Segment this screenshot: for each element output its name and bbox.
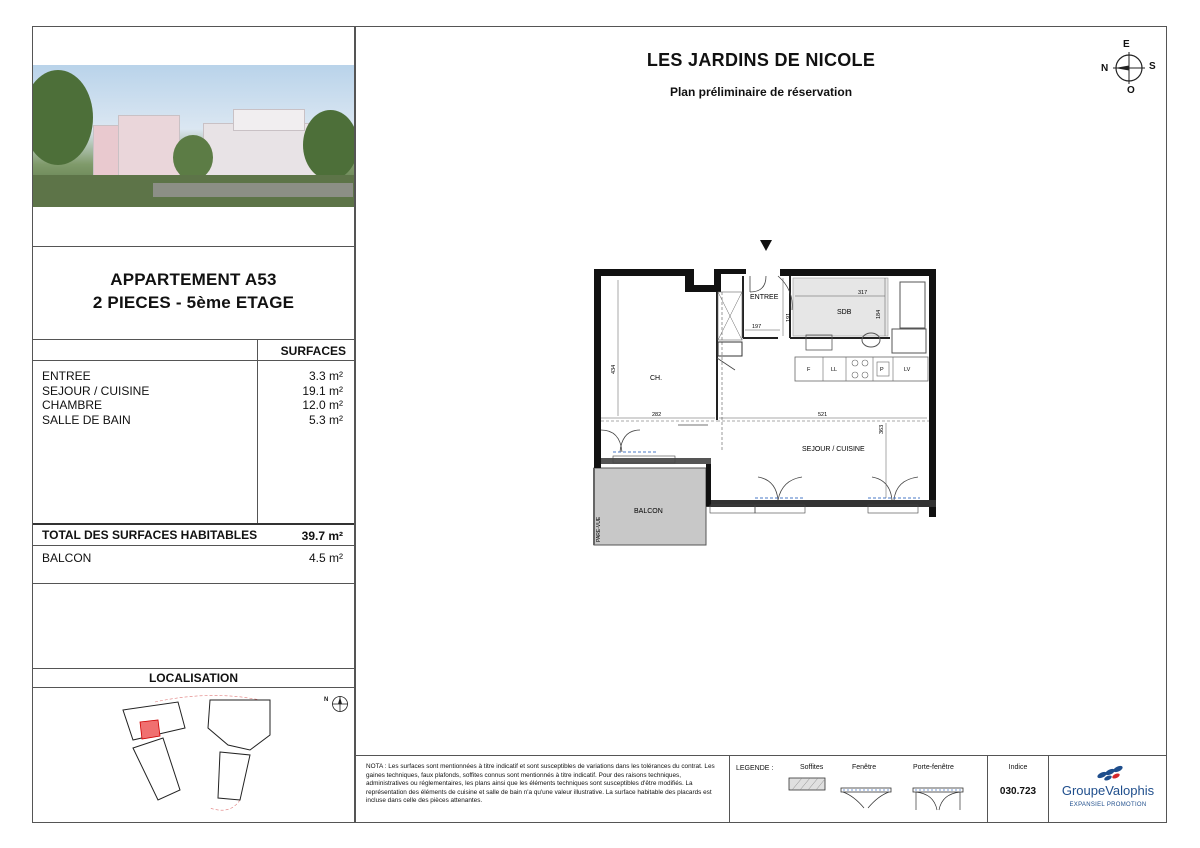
dim-label: 184 bbox=[876, 309, 882, 319]
legend-fenetre-label: Fenêtre bbox=[852, 764, 877, 771]
north-arrow-icon bbox=[331, 695, 349, 713]
indice-value: 030.723 bbox=[999, 786, 1037, 797]
localisation-title: LOCALISATION bbox=[148, 671, 239, 685]
localisation-north-label: N bbox=[324, 697, 329, 703]
surfaces-header: SURFACES bbox=[280, 344, 346, 358]
dim-label: 197 bbox=[752, 324, 762, 330]
compass-e-label: E bbox=[1123, 39, 1130, 50]
dim-label: 363 bbox=[879, 424, 885, 434]
dim-label: 434 bbox=[611, 364, 617, 374]
appliance-label: LL bbox=[831, 367, 838, 373]
balcony-value: 4.5 m² bbox=[308, 551, 343, 565]
legend-porte-fenetre-label: Porte-fenêtre bbox=[913, 764, 954, 771]
room-name: CHAMBRE bbox=[42, 398, 103, 412]
total-label: TOTAL DES SURFACES HABITABLES bbox=[42, 528, 258, 542]
room-name: ENTREE bbox=[42, 369, 91, 383]
plan-label-balcon: BALCON bbox=[634, 508, 663, 515]
plan-subtitle: Plan préliminaire de réservation bbox=[669, 85, 853, 99]
dim-label: 282 bbox=[652, 412, 662, 418]
brand-name: GroupeValophis bbox=[1061, 783, 1155, 798]
brand-subtitle: EXPANSIEL PROMOTION bbox=[1069, 802, 1147, 808]
building-photo bbox=[33, 65, 354, 207]
compass-rose-icon bbox=[1112, 51, 1146, 85]
room-name: SALLE DE BAIN bbox=[42, 412, 131, 427]
nota-text: NOTA : Les surfaces sont mentionnées à titre indicatif et sont susceptibles de variations dans les tolérances du contrat. Les gaines techniques, faux plafonds, soffites connus sont mentionnés à titre indicatif. Pour des raisons techniques, administratives ou réglementaires, les plans ainsi que les éléments techniques sont susceptibles d'être modifiés. La représentation des éléments de cuisine et salle de bain n'a qu'une valeur illustrative. La surface habitable des placards est incluse dans celle des pièces attenantes. bbox=[366, 763, 715, 805]
floor-plan bbox=[580, 230, 950, 550]
dim-label: 521 bbox=[818, 412, 828, 418]
compass-n-label: N bbox=[1101, 63, 1109, 74]
appliance-label: F bbox=[807, 367, 811, 373]
compass-o-label: O bbox=[1127, 85, 1135, 96]
plan-label-entree: ENTREE bbox=[750, 294, 779, 301]
apartment-title: APPARTEMENT A53 bbox=[110, 270, 277, 289]
plan-label-sejour: SEJOUR / CUISINE bbox=[802, 446, 865, 453]
dim-label: 317 bbox=[858, 290, 868, 296]
compass-s-label: S bbox=[1149, 61, 1156, 72]
plan-label-chambre: CH. bbox=[650, 375, 663, 382]
dim-label: 191 bbox=[786, 312, 792, 322]
room-name: SEJOUR / CUISINE bbox=[42, 383, 150, 398]
appliance-label: LV bbox=[904, 367, 911, 373]
total-value: 39.7 m² bbox=[301, 529, 343, 543]
room-area: 3.3 m² bbox=[308, 369, 343, 383]
appliance-label: P bbox=[880, 367, 884, 373]
balcony-label: BALCON bbox=[42, 551, 92, 565]
plan-label-sdb: SDB bbox=[837, 309, 852, 316]
plan-label-pare-vue: PARE-VUE bbox=[596, 516, 602, 542]
entry-arrow-icon bbox=[760, 240, 772, 251]
localisation-map bbox=[100, 690, 350, 820]
apartment-subtitle: 2 PIECES - 5ème ETAGE bbox=[92, 293, 295, 312]
room-area: 5.3 m² bbox=[308, 412, 343, 427]
project-title: LES JARDINS DE NICOLE bbox=[646, 50, 876, 70]
legend-porte-fenetre-symbol bbox=[912, 786, 964, 812]
indice-label: Indice bbox=[1008, 764, 1028, 771]
legend-title: LEGENDE : bbox=[736, 765, 774, 772]
legend-soffites-label: Soffites bbox=[800, 764, 824, 771]
valophis-logo-icon bbox=[1094, 763, 1126, 781]
room-area: 12.0 m² bbox=[302, 398, 343, 412]
legend-fenetre-symbol bbox=[840, 786, 892, 810]
legend-soffites-symbol bbox=[788, 777, 826, 791]
room-area: 19.1 m² bbox=[302, 383, 343, 398]
